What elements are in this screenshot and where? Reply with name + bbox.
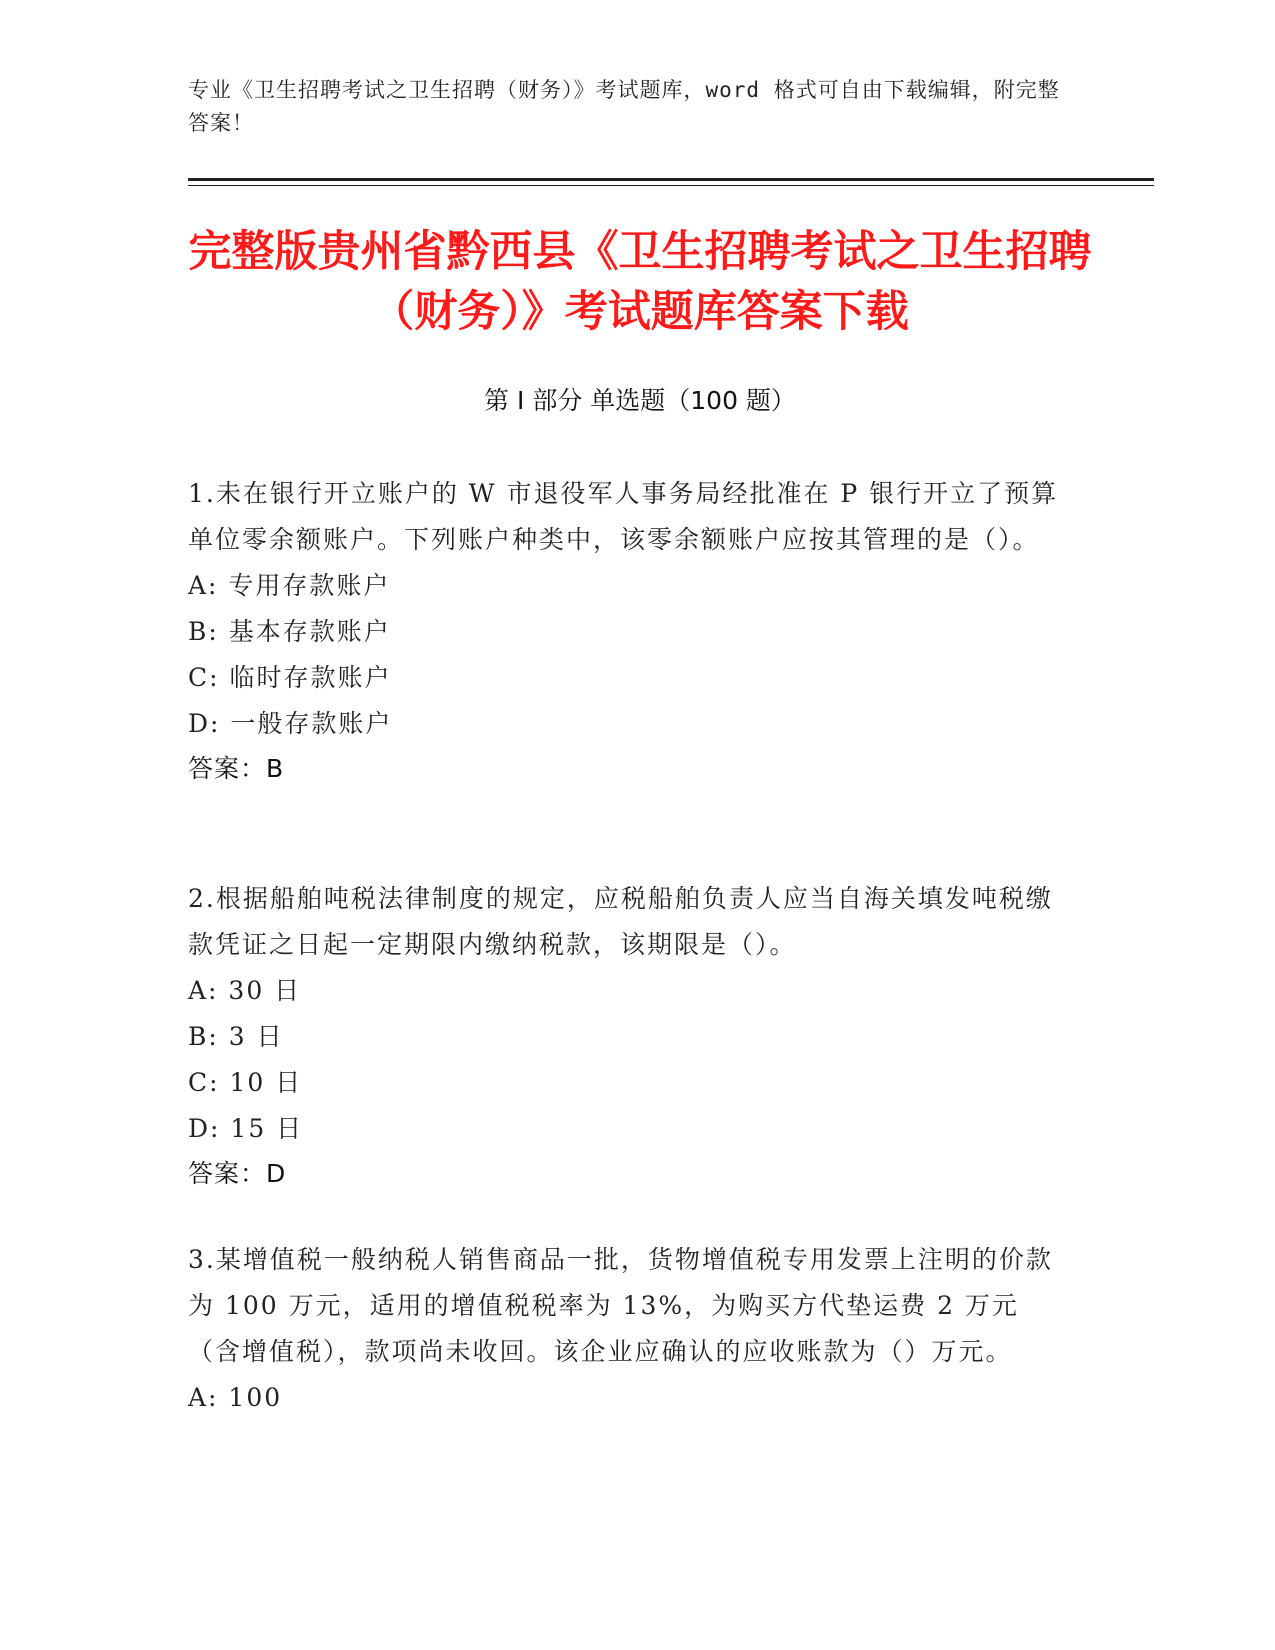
question-3 [188,1237,1068,1421]
header-note: 专业《卫生招聘考试之卫生招聘（财务）》考试题库，word 格式可自由下载编辑，附完整答案！ [188,78,1060,135]
section-title: 第 I 部分 单选题（100 题） [484,386,796,415]
option-b: B: 3 日 [188,1022,284,1051]
question-text: 3.某增值税一般纳税人销售商品一批，货物增值税专用发票上注明的价款为 100 万元，适用的增值税税率为 13%，为购买方代垫运费 2 万元（含增值税），款项尚未收回。该企业应确认的应收账款为（）万元。 [188,1245,1053,1366]
option-c: C: 10 日 [188,1068,303,1097]
header-rule-thick [188,178,1154,181]
option-d: D: 一般存款账户 [188,709,393,738]
option-d: D: 15 日 [188,1114,304,1143]
option-b: B: 基本存款账户 [188,617,391,646]
question-text: 1.未在银行开立账户的 W 市退役军人事务局经批准在 P 银行开立了预算单位零余额账户。下列账户种类中，该零余额账户应按其管理的是（）。 [188,479,1059,554]
answer: 答案：D [188,1159,287,1188]
option-c: C: 临时存款账户 [188,663,392,692]
answer: 答案：B [188,754,285,783]
option-a: A: 专用存款账户 [188,571,391,600]
header-rule-thin [188,185,1154,186]
option-a: A: 100 [188,1383,283,1412]
option-a: A: 30 日 [188,976,302,1005]
question-text: 2.根据船舶吨税法律制度的规定，应税船舶负责人应当自海关填发吨税缴款凭证之日起一定期限内缴纳税款，该期限是（）。 [188,884,1053,959]
question-1 [188,471,1068,791]
question-2 [188,876,1068,1196]
document-title: 完整版贵州省黔西县《卫生招聘考试之卫生招聘（财务）》考试题库答案下载 [188,227,1092,337]
